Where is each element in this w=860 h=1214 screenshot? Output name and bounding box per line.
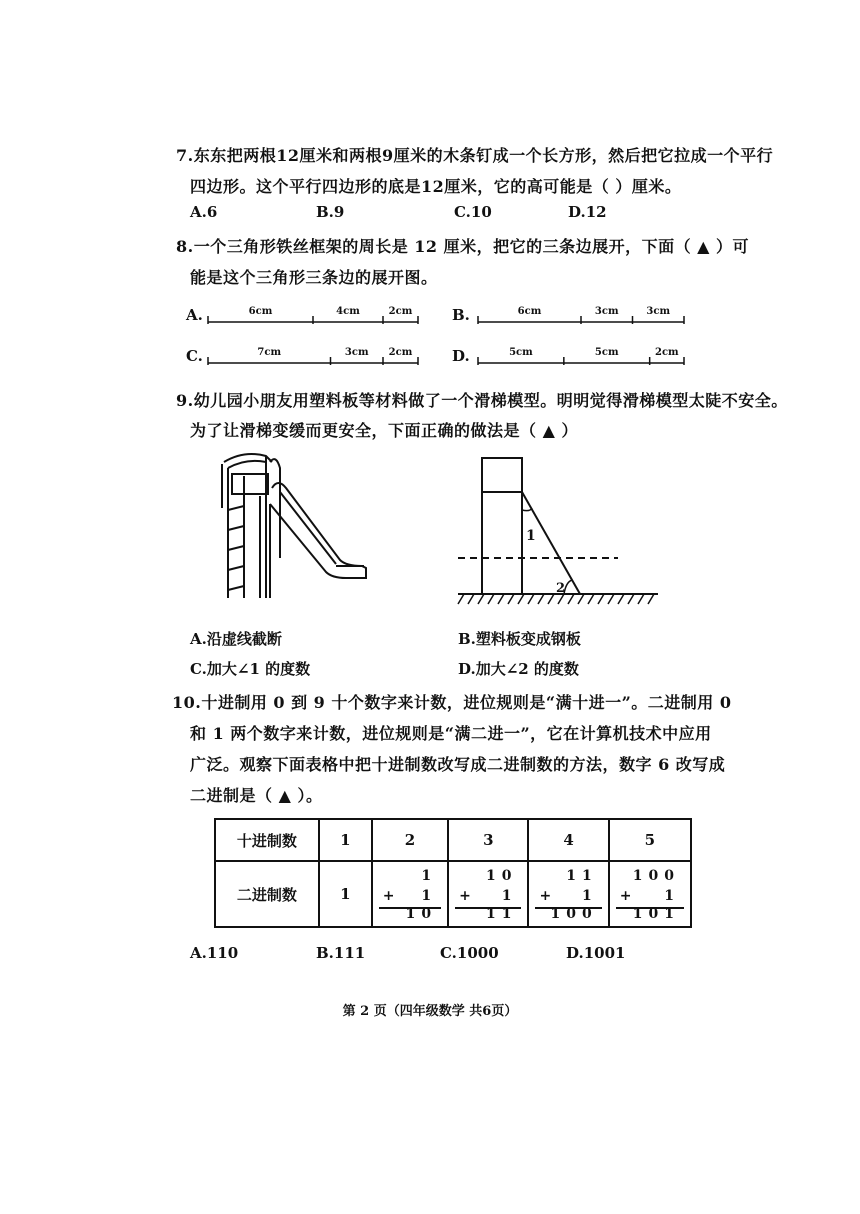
segment-length-label: 5cm: [594, 347, 619, 358]
addend-bottom: 1: [501, 888, 518, 904]
binary-addition-cell: [609, 861, 691, 927]
q9-option-b: B.塑料板变成钢板: [458, 630, 581, 648]
angle-2-label: 2: [556, 581, 566, 596]
segment-line: [208, 347, 418, 367]
segment-length-label: 5cm: [509, 347, 533, 358]
sum-result: 100: [550, 906, 598, 922]
segment-length-label: 7cm: [257, 347, 282, 358]
addend-top: 11: [566, 868, 598, 884]
decimal-cell: 1: [319, 819, 372, 861]
q7-option-c: C.10: [454, 203, 492, 221]
q7-option-a: A.6: [190, 203, 218, 221]
q7-line1: 7.东东把两根12厘米和两根9厘米的木条钉成一个长方形，然后把它拉成一个平行: [176, 146, 774, 165]
binary-cell: 1: [319, 861, 372, 927]
page-footer: 第 2 页（四年级数学 共6页）: [342, 1004, 518, 1019]
q8-option-d-letter: D.: [452, 347, 470, 365]
segment-length-label: 2cm: [388, 347, 413, 358]
segment-length-label: 2cm: [388, 306, 413, 317]
q8-line1: 8.一个三角形铁丝框架的周长是 12 厘米，把它的三条边展开，下面（ ▲ ）可: [176, 237, 750, 256]
binary-addition-cell: [372, 861, 448, 927]
binary-addition-cell: [528, 861, 608, 927]
decimal-binary-table: [214, 818, 692, 928]
q10-option-a: A.110: [190, 944, 239, 962]
q9-option-c: C.加大∠1 的度数: [190, 660, 311, 678]
sum-result: 10: [405, 906, 438, 922]
addend-bottom: 1: [664, 888, 680, 904]
segment-length-label: 4cm: [336, 306, 360, 317]
segment-length-label: 3cm: [594, 306, 619, 317]
q9-line2: 为了让滑梯变缓而更安全，下面正确的做法是（ ▲ ）: [190, 421, 578, 440]
addend-top: 10: [485, 868, 518, 884]
q7-option-b: B.9: [316, 203, 345, 221]
q9-line1: 9.幼儿园小朋友用塑料板等材料做了一个滑梯模型。明明觉得滑梯模型太陡不安全。: [176, 391, 788, 410]
q10-option-c: C.1000: [440, 944, 499, 962]
addend-bottom: 1: [581, 888, 598, 904]
q7-line2: 四边形。这个平行四边形的底是12厘米，它的高可能是（ ）厘米。: [190, 177, 682, 196]
segment-length-label: 3cm: [344, 347, 369, 358]
q7-option-d: D.12: [568, 203, 607, 221]
q10-option-d: D.1001: [566, 944, 626, 962]
q8-option-a-letter: A.: [186, 306, 203, 324]
plus-sign: +: [382, 888, 395, 904]
q8-option-b-letter: B.: [452, 306, 470, 324]
sum-result: 11: [485, 906, 518, 922]
q10-line3: 广泛。观察下面表格中把十进制数改写成二进制数的方法，数字 6 改写成: [190, 755, 726, 774]
segment-length-label: 3cm: [646, 306, 671, 317]
binary-addition-cell: [448, 861, 528, 927]
addend-bottom: 1: [421, 888, 438, 904]
row-header-binary: 二进制数: [215, 861, 319, 927]
addend-top: 1: [421, 868, 438, 884]
slide-illustration: [214, 448, 374, 603]
q8-option-d-segments: [478, 347, 684, 367]
angle-1-label: 1: [526, 528, 536, 544]
q10-line2: 和 1 两个数字来计数，进位规则是“满二进一”，它在计算机技术中应用: [190, 724, 712, 743]
row-header-decimal: 十进制数: [215, 819, 319, 861]
plus-sign: +: [539, 888, 552, 904]
plus-sign: +: [619, 888, 632, 904]
q10-line4: 二进制是（ ▲ ）。: [190, 786, 323, 805]
table-row: [215, 819, 691, 861]
q8-option-c-letter: C.: [186, 347, 203, 365]
q8-option-b-segments: [478, 306, 684, 326]
slide-geometry-diagram: [456, 452, 662, 607]
q10-line1: 10.十进制用 0 到 9 十个数字来计数，进位规则是“满十进一”。二进制用 0: [172, 693, 732, 712]
segment-length-label: 6cm: [517, 306, 542, 317]
q10-option-b: B.111: [316, 944, 366, 962]
q8-line2: 能是这个三角形三条边的展开图。: [190, 268, 438, 287]
q8-option-a-segments: [208, 306, 418, 326]
decimal-cell: 2: [372, 819, 448, 861]
decimal-cell: 4: [528, 819, 608, 861]
sum-result: 101: [632, 906, 680, 922]
q9-option-a: A.沿虚线截断: [190, 630, 282, 648]
addend-top: 100: [632, 868, 680, 884]
decimal-cell: 3: [448, 819, 528, 861]
segment-length-label: 2cm: [655, 347, 679, 358]
segment-line: [208, 306, 418, 326]
table-row: [215, 861, 691, 927]
segment-length-label: 6cm: [248, 306, 273, 317]
q9-option-d: D.加大∠2 的度数: [458, 660, 579, 678]
plus-sign: +: [459, 888, 471, 904]
decimal-cell: 5: [609, 819, 691, 861]
q8-option-c-segments: [208, 347, 418, 367]
